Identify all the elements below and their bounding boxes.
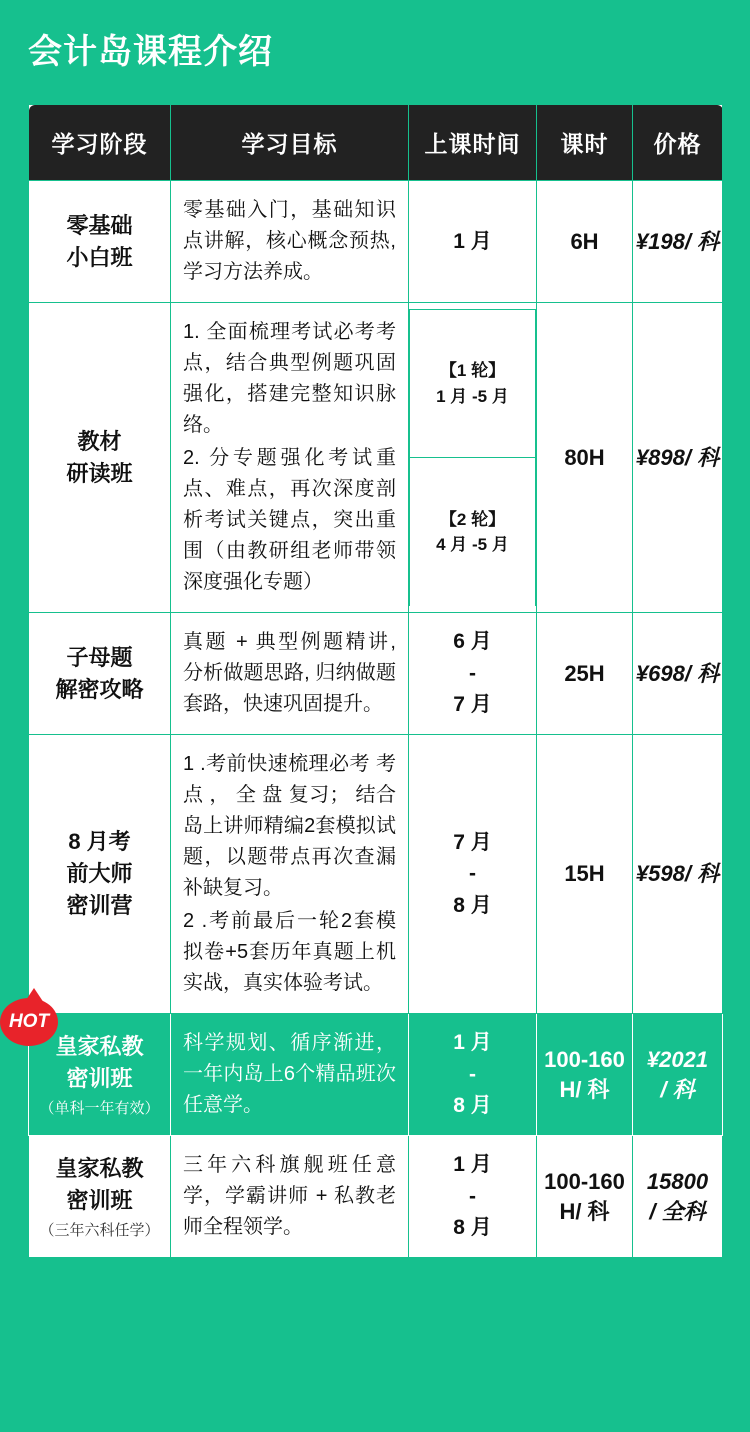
- goal-line: 零基础入门，基础知识点讲解，核心概念预热,学习方法养成。: [183, 199, 396, 283]
- header-hours: 课时: [537, 105, 633, 181]
- time-split-table: [409, 309, 536, 606]
- cell-stage: [29, 1136, 171, 1258]
- stage-name: 8 月考 前大师 密训营: [66, 829, 133, 918]
- cell-price: ¥2021 / 科: [633, 1014, 723, 1136]
- goal-line: 2 .考前最后一轮2套模拟卷+5套历年真题上机实战，真实体验考试。: [183, 910, 396, 994]
- time-round-2: 【2 轮】 4 月 -5 月: [410, 458, 536, 606]
- cell-price: 15800 / 全科: [633, 1136, 723, 1258]
- stage-note: （单科一年有效）: [39, 1099, 160, 1117]
- goal-line: 1. 全面梳理考试必考考点，结合典型例题巩固强化，搭建完整知识脉络。: [183, 321, 396, 436]
- goal-line: 1 .考前快速梳理必考 考 点 ， 全 盘 复习； 结合岛上讲师精编2套模拟试题，以题带点再次查漏补缺复习。: [183, 753, 396, 899]
- cell-hours: 80H: [537, 303, 633, 613]
- cell-price: ¥898/ 科: [633, 303, 723, 613]
- header-time: 上课时间: [409, 105, 537, 181]
- stage-name: 皇家私教 密训班: [55, 1033, 144, 1091]
- header-goal: 学习目标: [171, 105, 409, 181]
- cell-hours: 25H: [537, 613, 633, 735]
- cell-price: ¥698/ 科: [633, 613, 723, 735]
- hot-badge: [0, 988, 60, 1046]
- header-price: 价格: [633, 105, 723, 181]
- table-header-row: [29, 105, 723, 181]
- stage-name: 教材 研读班: [66, 428, 133, 486]
- cell-hours: 100-160 H/ 科: [537, 1136, 633, 1258]
- stage-name: 零基础 小白班: [66, 212, 133, 270]
- page-title: 会计岛课程介绍: [28, 33, 273, 71]
- cell-hours: 15H: [537, 735, 633, 1014]
- cell-time: 6 月 - 7 月: [409, 613, 537, 735]
- time-round-1: 【1 轮】 1 月 -5 月: [410, 310, 536, 458]
- cell-stage: [29, 303, 171, 613]
- table-row: [29, 303, 723, 613]
- cell-goal: [171, 1136, 409, 1258]
- course-table: [28, 104, 723, 1258]
- cell-price: ¥598/ 科: [633, 735, 723, 1014]
- table-body: [29, 181, 723, 1258]
- cell-goal: [171, 1014, 409, 1136]
- table-header: [29, 105, 723, 181]
- cell-stage: [29, 613, 171, 735]
- cell-price: ¥198/ 科: [633, 181, 723, 303]
- goal-line: 三年六科旗舰班任意学，学霸讲师 + 私教老师全程领学。: [183, 1154, 396, 1238]
- cell-hours: 100-160 H/ 科: [537, 1014, 633, 1136]
- cell-stage: [29, 735, 171, 1014]
- course-table-container: [28, 104, 722, 1258]
- hot-badge-label: HOT: [0, 998, 58, 1046]
- cell-goal: [171, 735, 409, 1014]
- goal-line: 科学规划、循序渐进， 一年内岛上6个精品班次任意学。: [183, 1032, 396, 1116]
- cell-time-split: [409, 303, 537, 613]
- stage-note: （三年六科任学）: [39, 1221, 160, 1239]
- stage-name: 皇家私教 密训班: [55, 1155, 144, 1213]
- table-row: [29, 735, 723, 1014]
- table-row-highlighted: [29, 1014, 723, 1136]
- cell-hours: 6H: [537, 181, 633, 303]
- goal-line: 真题 + 典型例题精讲, 分析做题思路, 归纳做题套路，快速巩固提升。: [183, 631, 396, 715]
- cell-time: 1 月: [409, 181, 537, 303]
- cell-goal: [171, 613, 409, 735]
- table-row: [29, 1136, 723, 1258]
- cell-goal: [171, 303, 409, 613]
- cell-time: 1 月 - 8 月: [409, 1136, 537, 1258]
- cell-time: 7 月 - 8 月: [409, 735, 537, 1014]
- table-row: [29, 181, 723, 303]
- cell-time: 1 月 - 8 月: [409, 1014, 537, 1136]
- cell-goal: [171, 181, 409, 303]
- header-stage: 学习阶段: [29, 105, 171, 181]
- stage-name: 子母题 解密攻略: [55, 644, 144, 702]
- goal-line: 2. 分专题强化考试重点、难点，再次深度剖析考试关键点，突出重围（由教研组老师带领深度强化专题）: [183, 447, 396, 593]
- cell-stage: [29, 181, 171, 303]
- table-row: [29, 613, 723, 735]
